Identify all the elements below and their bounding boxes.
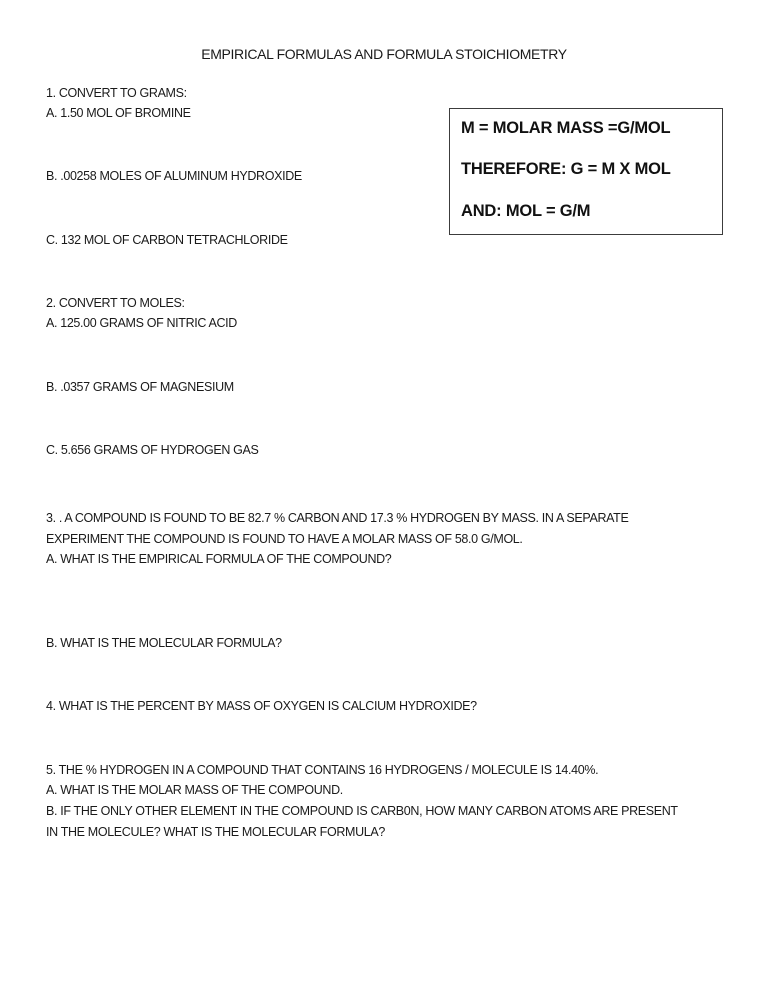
question-2c: C. 5.656 GRAMS OF HYDROGEN GAS [46,443,259,457]
question-3b: B. WHAT IS THE MOLECULAR FORMULA? [46,636,282,650]
formula-moles: AND: MOL = G/M [461,202,591,220]
question-5a: A. WHAT IS THE MOLAR MASS OF THE COMPOUND. [46,783,343,797]
question-1c: C. 132 MOL OF CARBON TETRACHLORIDE [46,233,288,247]
question-1a: A. 1.50 MOL OF BROMINE [46,106,191,120]
page-title: EMPIRICAL FORMULAS AND FORMULA STOICHIOMETRY [201,46,567,62]
formula-box [449,108,723,235]
question-5b-line1: B. IF THE ONLY OTHER ELEMENT IN THE COMPOUND IS CARB0N, HOW MANY CARBON ATOMS ARE PRESENT [46,804,678,818]
question-2-heading: 2. CONVERT TO MOLES: [46,296,185,310]
formula-molar-mass: M = MOLAR MASS =G/MOL [461,119,671,137]
question-4-text: 4. WHAT IS THE PERCENT BY MASS OF OXYGEN IS CALCIUM HYDROXIDE? [46,699,477,713]
question-5b-line2: IN THE MOLECULE? WHAT IS THE MOLECULAR FORMULA? [46,825,385,839]
question-5-text: 5. THE % HYDROGEN IN A COMPOUND THAT CONTAINS 16 HYDROGENS / MOLECULE IS 14.40%. [46,763,599,777]
question-2b: B. .0357 GRAMS OF MAGNESIUM [46,380,234,394]
formula-grams: THEREFORE: G = M X MOL [461,160,671,178]
question-3-text-line2: EXPERIMENT THE COMPOUND IS FOUND TO HAVE A MOLAR MASS OF 58.0 G/MOL. [46,532,523,546]
question-1b: B. .00258 MOLES OF ALUMINUM HYDROXIDE [46,169,302,183]
question-2a: A. 125.00 GRAMS OF NITRIC ACID [46,316,237,330]
question-3a: A. WHAT IS THE EMPIRICAL FORMULA OF THE COMPOUND? [46,552,392,566]
question-1-heading: 1. CONVERT TO GRAMS: [46,86,187,100]
question-3-text-line1: 3. . A COMPOUND IS FOUND TO BE 82.7 % CARBON AND 17.3 % HYDROGEN BY MASS. IN A SEPARATE [46,511,629,525]
